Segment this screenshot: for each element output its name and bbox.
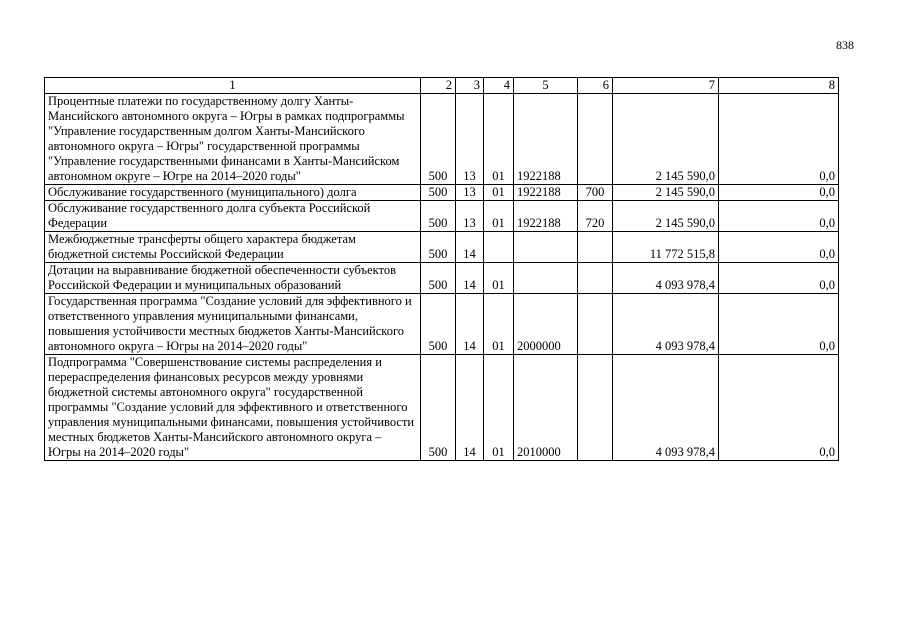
table-row [45,294,839,355]
cell-col-3: 14 [456,294,484,355]
cell-col-4: 01 [484,185,514,201]
cell-col-2: 500 [421,232,456,263]
table-body [45,78,839,461]
header-col-8: 8 [719,78,839,94]
cell-col-5: 2000000 [514,294,578,355]
cell-col-6 [578,94,613,185]
row-description: Обслуживание государственного (муниципального) долга [45,185,421,201]
table-row [45,185,839,201]
cell-col-5: 1922188 [514,201,578,232]
header-col-2: 2 [421,78,456,94]
table-header-row [45,78,839,94]
cell-col-6 [578,263,613,294]
cell-col-8: 0,0 [719,185,839,201]
cell-col-4: 01 [484,355,514,461]
cell-col-4 [484,232,514,263]
cell-col-2: 500 [421,294,456,355]
cell-col-5: 2010000 [514,355,578,461]
cell-col-4: 01 [484,94,514,185]
header-col-1: 1 [45,78,421,94]
cell-col-7: 2 145 590,0 [613,94,719,185]
cell-col-7: 4 093 978,4 [613,355,719,461]
cell-col-5 [514,232,578,263]
cell-col-3: 13 [456,185,484,201]
cell-col-7: 2 145 590,0 [613,201,719,232]
table-row [45,201,839,232]
header-col-3: 3 [456,78,484,94]
cell-col-7: 11 772 515,8 [613,232,719,263]
table-row [45,355,839,461]
cell-col-3: 13 [456,201,484,232]
cell-col-3: 14 [456,263,484,294]
header-col-5: 5 [514,78,578,94]
cell-col-6 [578,294,613,355]
cell-col-8: 0,0 [719,232,839,263]
row-description: Обслуживание государственного долга субъекта Российской Федерации [45,201,421,232]
cell-col-8: 0,0 [719,355,839,461]
header-col-6: 6 [578,78,613,94]
cell-col-5: 1922188 [514,185,578,201]
cell-col-2: 500 [421,263,456,294]
header-col-7: 7 [613,78,719,94]
cell-col-6 [578,355,613,461]
cell-col-2: 500 [421,355,456,461]
row-description: Процентные платежи по государственному долгу Ханты-Мансийского автономного округа – Югры в рамках подпрограммы "Управление государственным долгом Ханты-Мансийского автономного округа – Югры" государственной программы "Управление государственными финансами в Ханты-Мансийском автономном округе – Югре на 2014–2020 годы" [45,94,421,185]
page-number: 838 [836,38,854,52]
table-row [45,232,839,263]
cell-col-7: 4 093 978,4 [613,294,719,355]
cell-col-5 [514,263,578,294]
cell-col-6 [578,232,613,263]
header-col-4: 4 [484,78,514,94]
cell-col-4: 01 [484,201,514,232]
cell-col-2: 500 [421,201,456,232]
table-row [45,263,839,294]
cell-col-3: 14 [456,355,484,461]
row-description: Государственная программа "Создание условий для эффективного и ответственного управления муниципальными финансами, повышения устойчивости местных бюджетов Ханты-Мансийского автономного округа – Югры на 2014–2020 годы" [45,294,421,355]
cell-col-6: 700 [578,185,613,201]
row-description: Подпрограмма "Совершенствование системы распределения и перераспределения финансовых ресурсов между уровнями бюджетной системы автономного округа" государственной программы "Создание условий для эффективного и ответственного управления муниципальными финансами, повышения устойчивости местных бюджетов Ханты-Мансийского автономного округа – Югры на 2014–2020 годы" [45,355,421,461]
cell-col-7: 2 145 590,0 [613,185,719,201]
row-description: Межбюджетные трансферты общего характера бюджетам бюджетной системы Российской Федерации [45,232,421,263]
cell-col-8: 0,0 [719,294,839,355]
cell-col-7: 4 093 978,4 [613,263,719,294]
budget-table [44,77,839,461]
cell-col-2: 500 [421,185,456,201]
cell-col-3: 14 [456,232,484,263]
cell-col-2: 500 [421,94,456,185]
cell-col-4: 01 [484,263,514,294]
cell-col-8: 0,0 [719,94,839,185]
row-description: Дотации на выравнивание бюджетной обеспеченности субъектов Российской Федерации и муниципальных образований [45,263,421,294]
cell-col-6: 720 [578,201,613,232]
cell-col-5: 1922188 [514,94,578,185]
cell-col-4: 01 [484,294,514,355]
table-row [45,94,839,185]
cell-col-8: 0,0 [719,201,839,232]
cell-col-8: 0,0 [719,263,839,294]
cell-col-3: 13 [456,94,484,185]
